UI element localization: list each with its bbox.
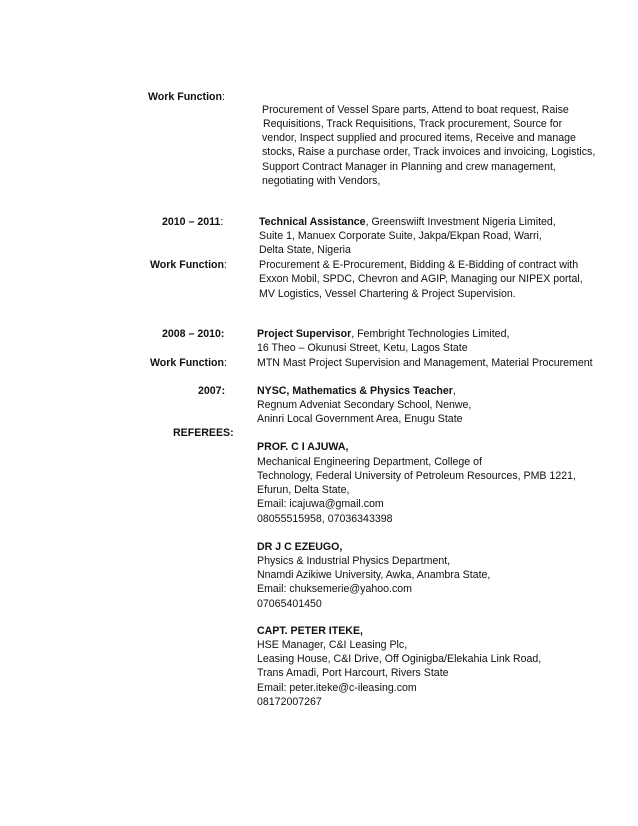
work-function-line: MTN Mast Project Supervision and Management, Material Procurement [257, 357, 593, 369]
referee-name: PROF. C I AJUWA, [257, 441, 349, 453]
work-function-label-text: Work Function [148, 91, 222, 103]
work-function-line: Support Contract Manager in Planning and crew management, [262, 161, 556, 173]
job-title-line [259, 215, 556, 229]
job-company: , Greenswiift Investment Nigeria Limited, [365, 216, 556, 228]
job-period [162, 215, 223, 229]
referee-phone: 08172007267 [257, 696, 322, 708]
colon: : [220, 216, 224, 228]
referee-line: Physics & Industrial Physics Department, [257, 555, 451, 567]
colon: : [223, 357, 227, 369]
job-title-line [257, 327, 509, 341]
referee-phone: 07065401450 [257, 598, 322, 610]
job-role: Project Supervisor [257, 328, 352, 340]
work-function-label [148, 90, 225, 104]
work-function-line: Procurement of Vessel Spare parts, Attend to boat request, Raise [262, 104, 569, 116]
job-detail-line: Regnum Adveniat Secondary School, Nenwe, [257, 399, 472, 411]
referee-phone: 08055515958, 07036343398 [257, 513, 393, 525]
work-function-label-text: Work Function [150, 259, 224, 271]
referee-line: Mechanical Engineering Department, College of [257, 456, 482, 468]
work-function-label-text: Work Function [150, 357, 224, 369]
referee-email: Email: chuksemerie@yahoo.com [257, 583, 413, 595]
work-function-line: Exxon Mobil, SPDC, Chevron and AGIP, Managing our NIPEX portal, [259, 273, 583, 285]
work-function-line: negotiating with Vendors, [262, 175, 381, 187]
work-function-line: Requisitions, Track Requisitions, Track procurement, Source for [263, 118, 563, 130]
referee-line: Nnamdi Azikiwe University, Awka, Anambra State, [257, 569, 491, 581]
job-company: , Fembright Technologies Limited, [351, 328, 510, 340]
referee-line: HSE Manager, C&I Leasing Plc, [257, 639, 408, 651]
job-title-line [257, 384, 456, 398]
job-address-line: 16 Theo – Okunusi Street, Ketu, Lagos State [257, 342, 468, 354]
referees-heading: REFEREES: [173, 427, 234, 439]
referee-line: Trans Amadi, Port Harcourt, Rivers State [257, 667, 449, 679]
colon: : [221, 91, 225, 103]
referee-line: Efurun, Delta State, [257, 484, 350, 496]
work-function-line: MV Logistics, Vessel Chartering & Project Supervision. [259, 288, 516, 300]
work-function-line: vendor, Inspect supplied and procured items, Receive and manage [262, 132, 576, 144]
referee-line: Technology, Federal University of Petroleum Resources, PMB 1221, [257, 470, 576, 482]
job-role: Technical Assistance [259, 216, 366, 228]
job-address-line: Delta State, Nigeria [259, 244, 351, 256]
referee-line: Leasing House, C&I Drive, Off Oginigba/Elekahia Link Road, [257, 653, 542, 665]
referee-email: Email: icajuwa@gmail.com [257, 498, 384, 510]
work-function-line: stocks, Raise a purchase order, Track invoices and invoicing, Logistics, [262, 146, 596, 158]
work-function-line: Procurement & E-Procurement, Bidding & E-Bidding of contract with [259, 259, 579, 271]
work-function-label [150, 356, 227, 370]
job-period: 2008 – 2010: [162, 328, 225, 340]
colon: : [223, 259, 227, 271]
job-role: NYSC, Mathematics & Physics Teacher [257, 385, 453, 397]
work-function-label [150, 258, 227, 272]
job-address-line: Suite 1, Manuex Corporate Suite, Jakpa/Ekpan Road, Warri, [259, 230, 542, 242]
referee-name: CAPT. PETER ITEKE, [257, 625, 363, 637]
job-detail-line: Aninri Local Government Area, Enugu State [257, 413, 463, 425]
job-period-text: 2010 – 2011 [162, 216, 221, 228]
job-role-suffix: , [452, 385, 456, 397]
job-period: 2007: [198, 385, 226, 397]
referee-email: Email: peter.iteke@c-ileasing.com [257, 682, 417, 694]
referee-name: DR J C EZEUGO, [257, 541, 343, 553]
